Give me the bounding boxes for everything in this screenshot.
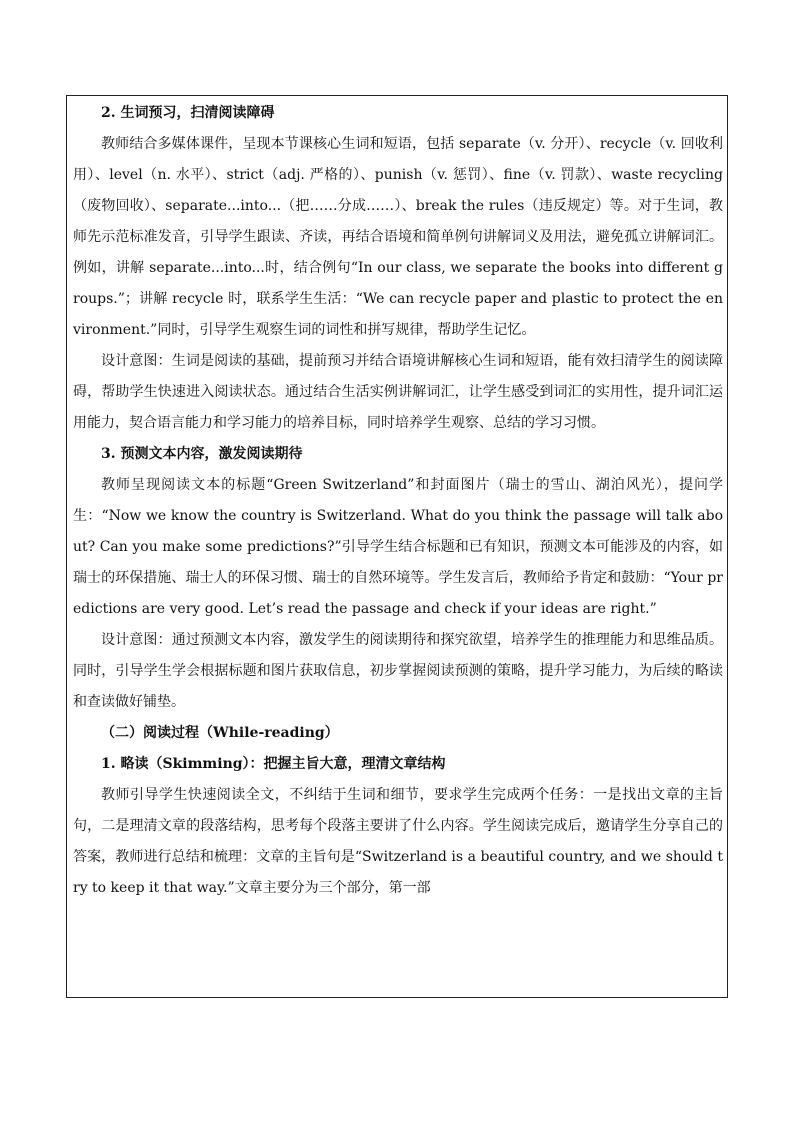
paragraph-design-intent-prediction: 设计意图：通过预测文本内容，激发学生的阅读期待和探究欲望，培养学生的推理能力和思维品质。同时，引导学生学会根据标题和图片获取信息，初步掌握阅读预测的策略，提升学习能力，为后续的略读和查读做好铺垫。 <box>73 632 723 710</box>
section-heading-prediction: 3. 预测文本内容，激发阅读期待 <box>101 446 303 462</box>
paragraph-design-intent-vocabulary: 设计意图：生词是阅读的基础，提前预习并结合语境讲解核心生词和短语，能有效扫清学生的阅读障碍，帮助学生快速进入阅读状态。通过结合生活实例讲解词汇，让学生感受到词汇的实用性，提升词汇运用能力，契合语言能力和学习能力的培养目标，同时培养学生观察、总结的学习习惯。 <box>73 353 723 431</box>
paragraph-skimming-activity: 教师引导学生快速阅读全文，不纠结于生词和细节，要求学生完成两个任务：一是找出文章的主旨句，二是理清文章的段落结构，思考每个段落主要讲了什么内容。学生阅读完成后，邀请学生分享自己的答案，教师进行总结和梳理：文章的主旨句是“Switzerland is a beautiful country, and we should try to keep it that way.”文章主要分为三个部分，第一部 <box>73 787 723 896</box>
document-body <box>73 98 723 904</box>
section-heading-while-reading: （二）阅读过程（While-reading） <box>101 725 339 741</box>
section-heading-skimming: 1. 略读（Skimming）：把握主旨大意，理清文章结构 <box>101 756 446 772</box>
section-heading-vocabulary: 2. 生词预习，扫清阅读障碍 <box>101 105 275 121</box>
paragraph-prediction-activity: 教师呈现阅读文本的标题“Green Switzerland”和封面图片（瑞士的雪山、湖泊风光），提问学生：“Now we know the country is Switzerland. What do you think the passage will talk about? Can you make some predictions?”引导学生结合标题和已有知识，预测文本可能涉及的内容，如瑞士的环保措施、瑞士人的环保习惯、瑞士的自然环境等。学生发言后，教师给予肯定和鼓励：“Your predictions are very good. Let’s read the passage and check if your ideas are right.” <box>73 477 723 617</box>
paragraph-vocabulary-preview: 教师结合多媒体课件，呈现本节课核心生词和短语，包括 separate（v. 分开）、recycle（v. 回收利用）、level（n. 水平）、strict（adj. 严格的）、punish（v. 惩罚）、fine（v. 罚款）、waste recycling（废物回收）、separate...into...（把……分成……）、break the rules（违反规定）等。对于生词，教师先示范标准发音，引导学生跟读、齐读，再结合语境和简单例句讲解词义及用法，避免孤立讲解词汇。例如，讲解 separate...into...时，结合例句“In our class, we separate the books into different groups.”；讲解 recycle 时，联系学生生活：“We can recycle paper and plastic to protect the environment.”同时，引导学生观察生词的词性和拼写规律，帮助学生记忆。 <box>73 136 723 338</box>
content-table-cell <box>66 95 728 998</box>
